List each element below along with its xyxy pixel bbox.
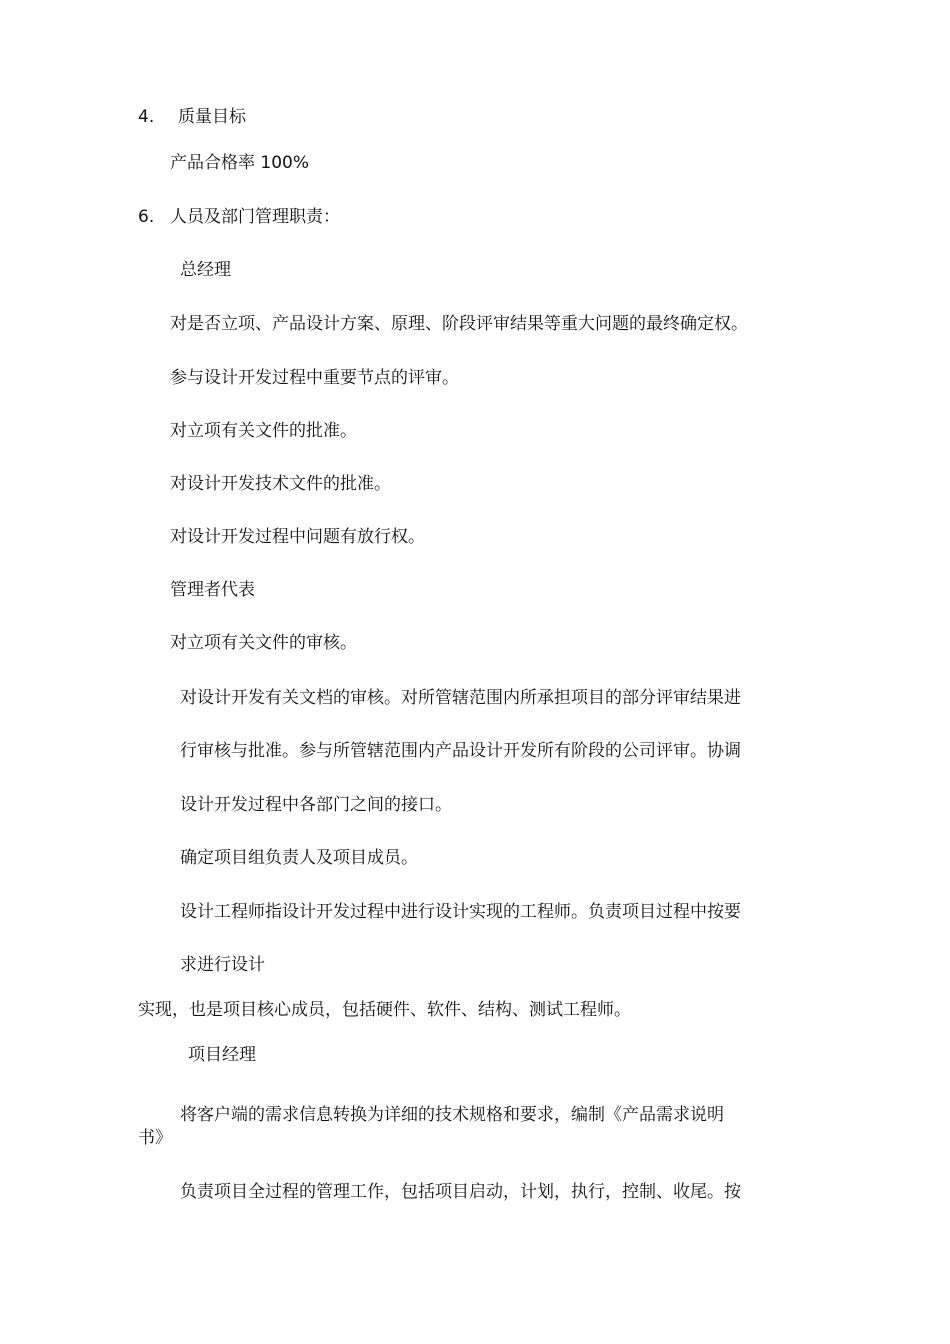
- engineer-line: 设计工程师指设计开发过程中进行设计实现的工程师。负责项目过程中按要: [180, 902, 741, 922]
- section-number: 4.: [138, 107, 155, 127]
- pm-requirements-line: 将客户端的需求信息转换为详细的技术规格和要求，编制《产品需求说明: [180, 1105, 724, 1125]
- mr-item: 对立项有关文件的审核。: [170, 633, 357, 653]
- engineer-line-continued: 实现，也是项目核心成员，包括硬件、软件、结构、测试工程师。: [138, 1000, 631, 1020]
- pm-requirements-line: 书》: [138, 1128, 172, 1148]
- pm-management-line: 负责项目全过程的管理工作，包括项目启动，计划，执行，控制、收尾。按: [180, 1182, 741, 1202]
- gm-item: 对设计开发过程中问题有放行权。: [170, 527, 425, 547]
- section-title-responsibilities: 人员及部门管理职责：: [170, 207, 340, 227]
- heading-general-manager: 总经理: [180, 260, 231, 280]
- gm-item: 对立项有关文件的批准。: [170, 421, 357, 441]
- gm-item: 对是否立项、产品设计方案、原理、阶段评审结果等重大问题的最终确定权。: [170, 314, 748, 334]
- gm-item: 对设计开发技术文件的批准。: [170, 474, 391, 494]
- heading-management-representative: 管理者代表: [170, 580, 255, 600]
- section-number: 6.: [138, 207, 155, 227]
- engineer-line: 求进行设计: [180, 955, 265, 975]
- gm-item: 参与设计开发过程中重要节点的评审。: [170, 368, 459, 388]
- quality-goal-content: 产品合格率 100%: [170, 153, 310, 173]
- mr-item: 确定项目组负责人及项目成员。: [180, 848, 418, 868]
- heading-project-manager: 项目经理: [188, 1045, 256, 1065]
- mr-paragraph-line: 设计开发过程中各部门之间的接口。: [180, 795, 452, 815]
- section-title-quality-goal: 质量目标: [178, 107, 246, 127]
- mr-paragraph-line: 对设计开发有关文档的审核。对所管辖范围内所承担项目的部分评审结果进: [180, 688, 741, 708]
- mr-paragraph-line: 行审核与批准。参与所管辖范围内产品设计开发所有阶段的公司评审。协调: [180, 741, 741, 761]
